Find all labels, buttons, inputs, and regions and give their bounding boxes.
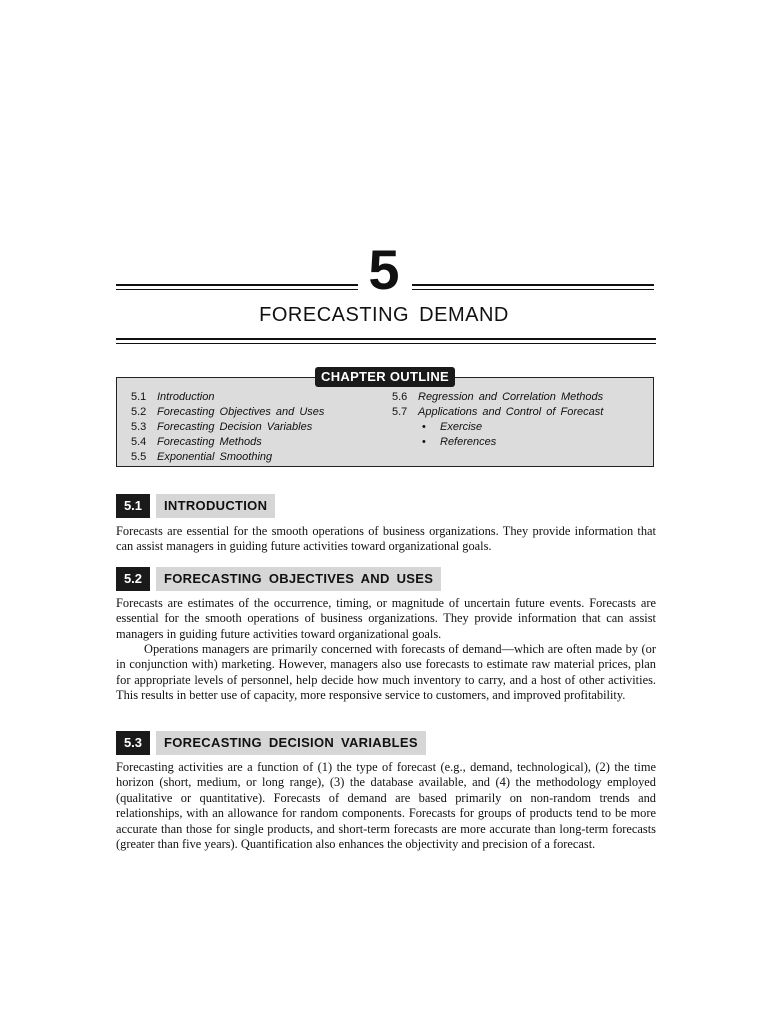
outline-item-number: 5.7 [392, 406, 408, 418]
outline-bullet-text: Exercise [440, 421, 483, 433]
section-number: 5.1 [116, 494, 150, 518]
outline-item-text: Forecasting Objectives and Uses [157, 406, 325, 418]
paragraph: Forecasts are essential for the smooth operations of business organizations. They provide information that can assist managers in guiding future activities toward organizational goals. [116, 524, 656, 554]
outline-item-text: Applications and Control of Forecast [418, 406, 604, 418]
outline-item-text: Forecasting Methods [157, 436, 262, 448]
outline-item [392, 405, 603, 420]
outline-item [131, 390, 214, 405]
chapter-title: FORECASTING DEMAND [259, 304, 509, 326]
chapter-outline-label: CHAPTER OUTLINE [315, 367, 455, 387]
chapter-rule-left-bottom [116, 289, 358, 290]
chapter-rule-right-top [412, 284, 654, 286]
title-rule-bottom [116, 343, 656, 344]
outline-item-text: Introduction [157, 391, 215, 403]
section-number: 5.2 [116, 567, 150, 591]
outline-bullet-item [422, 435, 496, 450]
chapter-rule-right-bottom [412, 289, 654, 290]
chapter-rule-left-top [116, 284, 358, 286]
outline-item [392, 390, 603, 405]
section-title: INTRODUCTION [156, 494, 275, 518]
outline-item-number: 5.5 [131, 451, 147, 463]
paragraph: Forecasting activities are a function of (1) the type of forecast (e.g., demand, technological), (2) the time horizon (short, medium, or long range), (3) the database available, and (4) the methodology employed (qualitative or quantitative). Forecasts of demand are based primarily on non-random trends and relationships, with an allowance for random components. Forecasts for groups of products tend to be more accurate than those for single products, and short-term forecasts are more accurate than long-term forecasts (greater than five years). Quantification also enhances the objectivity and precision of a forecast. [116, 760, 656, 852]
outline-item-number: 5.2 [131, 406, 147, 418]
outline-item-text: Exponential Smoothing [157, 451, 273, 463]
outline-item [131, 405, 324, 420]
bullet-icon: • [422, 436, 426, 448]
section-number: 5.3 [116, 731, 150, 755]
section-title: FORECASTING OBJECTIVES AND USES [156, 567, 441, 591]
paragraph: Operations managers are primarily concerned with forecasts of demand—which are often made by (or in conjunction with) marketing. However, managers also use forecasts to estimate raw material prices, plan for appropriate levels of personnel, help decide how much inventory to carry, and a host of other activities. This results in better use of capacity, more responsive service to customers, and improved profitability. [116, 642, 656, 703]
outline-bullet-item [422, 420, 482, 435]
outline-item-number: 5.4 [131, 436, 147, 448]
paragraph: Forecasts are estimates of the occurrence, timing, or magnitude of uncertain future events. Forecasts are essential for the smooth operations of business organizations. They provide information that can assist managers in guiding future activities toward organizational goals. [116, 596, 656, 641]
outline-item-number: 5.3 [131, 421, 147, 433]
outline-item-text: Forecasting Decision Variables [157, 421, 313, 433]
chapter-number: 5 [368, 238, 400, 301]
bullet-icon: • [422, 421, 426, 433]
outline-item [131, 420, 312, 435]
outline-item-number: 5.1 [131, 391, 147, 403]
title-rule-top [116, 338, 656, 340]
outline-bullet-text: References [440, 436, 497, 448]
outline-item [131, 450, 272, 465]
outline-item [131, 435, 262, 450]
outline-item-text: Regression and Correlation Methods [418, 391, 604, 403]
outline-item-number: 5.6 [392, 391, 408, 403]
section-title: FORECASTING DECISION VARIABLES [156, 731, 426, 755]
